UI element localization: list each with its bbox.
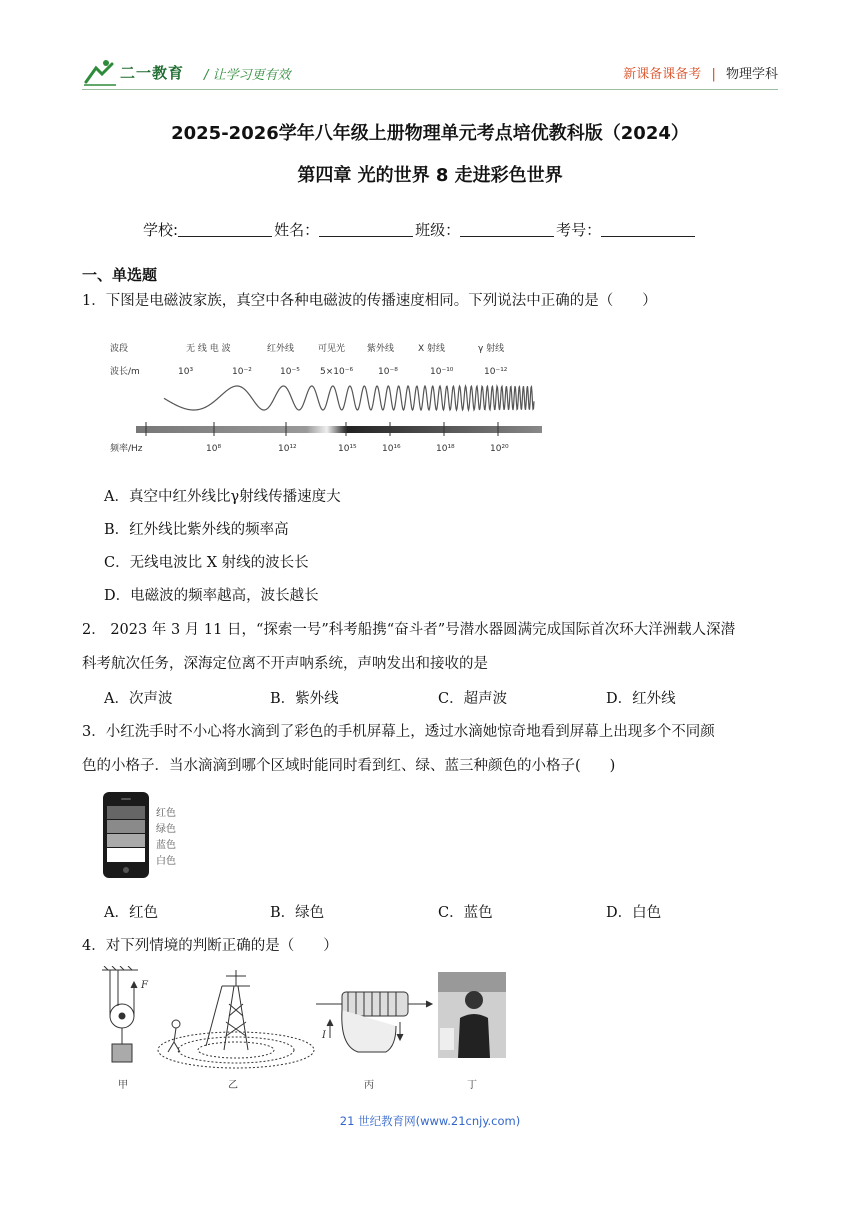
wavelength-tick: 10⁻⁸ — [378, 367, 398, 377]
name-field[interactable] — [319, 221, 413, 237]
coil-hand-diagram — [316, 992, 432, 1052]
force-label: F — [141, 980, 148, 991]
em-wave-curve — [164, 386, 534, 410]
number-field[interactable] — [601, 221, 695, 237]
photo-person — [438, 972, 506, 1058]
page-header — [82, 56, 778, 90]
frequency-tick: 10⁸ — [206, 444, 222, 454]
school-field[interactable] — [178, 221, 272, 237]
q2-option-a[interactable]: A．次声波 — [104, 691, 173, 707]
question-3-line-2: 色的小格子．当水滴滴到哪个区域时能同时看到红、绿、蓝三种颜色的小格子( ) — [82, 758, 616, 774]
q1-option-b[interactable]: B．红外线比紫外线的频率高 — [104, 522, 289, 538]
header-divider — [82, 89, 778, 90]
label-ding: 丁 — [467, 1080, 477, 1091]
header-subject: 物理学科 — [725, 67, 778, 82]
q3-option-d[interactable]: D．白色 — [606, 905, 662, 921]
frequency-tick: 10¹⁶ — [382, 444, 401, 454]
name-label: 姓名： — [274, 221, 320, 239]
section-title: 一、单选题 — [82, 266, 158, 284]
logo-text: 二一教育 — [120, 64, 185, 82]
header-separator: | — [711, 67, 716, 82]
page-footer: 21 世纪教育网(www.21cnjy.com) — [339, 1114, 521, 1128]
question-4-text: 4．对下列情境的判断正确的是（ ） — [82, 938, 338, 954]
label-yi: 乙 — [228, 1080, 238, 1091]
q2-option-c[interactable]: C．超声波 — [438, 691, 508, 707]
q3-option-a[interactable]: A．红色 — [104, 905, 158, 921]
band-visible: 可见光 — [318, 344, 346, 354]
header-right — [623, 63, 778, 82]
number-label: 考号： — [556, 221, 602, 239]
frequency-label: 频率/Hz — [110, 444, 143, 454]
class-field[interactable] — [460, 221, 554, 237]
frequency-tick: 10¹⁸ — [436, 444, 455, 454]
page-title: 2025-2026学年八年级上册物理单元考点培优教科版（2024） — [171, 123, 689, 144]
q2-option-b[interactable]: B．紫外线 — [270, 691, 339, 707]
situations-figure — [96, 966, 516, 1094]
class-label: 班级： — [415, 221, 461, 239]
power-tower-diagram — [158, 970, 314, 1068]
band-infrared: 红外线 — [267, 344, 295, 354]
phone-label-green: 绿色 — [156, 824, 176, 835]
question-2-line-2: 科考航次任务，深海定位离不开声呐系统，声呐发出和接收的是 — [82, 656, 488, 672]
band-xray: X 射线 — [418, 344, 446, 354]
q3-option-b[interactable]: B．绿色 — [270, 905, 325, 921]
phone-label-blue: 蓝色 — [156, 840, 176, 851]
student-info-line — [143, 219, 697, 240]
school-label: 学校: — [143, 221, 179, 239]
frequency-tick: 10¹² — [278, 444, 297, 454]
wavelength-tick: 10³ — [178, 367, 194, 377]
wavelength-tick: 10⁻¹⁰ — [430, 367, 454, 377]
wavelength-tick: 10⁻¹² — [484, 367, 508, 377]
page-subtitle: 第四章 光的世界 8 走进彩色世界 — [297, 165, 563, 186]
q1-option-c[interactable]: C．无线电波比 X 射线的波长长 — [104, 555, 309, 571]
question-2-line-1: 2． 2023 年 3 月 11 日，“探索一号”科考船携“奋斗者”号潜水器圆满完成国际首次环大洋洲载人深潜 — [82, 622, 736, 638]
q3-option-c[interactable]: C．蓝色 — [438, 905, 493, 921]
band-gamma: γ 射线 — [478, 344, 505, 354]
frequency-tick: 10¹⁵ — [338, 444, 357, 454]
question-3-line-1: 3．小红洗手时不小心将水滴到了彩色的手机屏幕上，透过水滴她惊奇地看到屏幕上出现多个不同颜 — [82, 724, 715, 740]
q1-option-a[interactable]: A．真空中红外线比γ射线传播速度大 — [104, 489, 341, 505]
wavelength-tick: 10⁻² — [232, 367, 252, 377]
spectrum-bar — [136, 426, 542, 433]
band-label: 波段 — [110, 344, 129, 354]
band-ultraviolet: 紫外线 — [367, 344, 395, 354]
wavelength-label: 波长/m — [110, 367, 140, 377]
phone-screen-figure — [102, 790, 192, 880]
label-bing: 丙 — [364, 1080, 374, 1091]
em-spectrum-figure — [106, 336, 546, 460]
phone-label-red: 红色 — [156, 808, 176, 819]
phone-label-white: 白色 — [156, 856, 176, 867]
header-course-label: 新课备课备考 — [623, 67, 702, 82]
q1-option-d[interactable]: D．电磁波的频率越高，波长越长 — [104, 588, 319, 604]
question-1-text: 1．下图是电磁波家族，真空中各种电磁波的传播速度相同。下列说法中正确的是（ ） — [82, 293, 657, 309]
frequency-tick: 10²⁰ — [490, 444, 509, 454]
current-label: I — [322, 1030, 326, 1041]
pulley-diagram — [102, 966, 138, 1062]
wavelength-tick: 10⁻⁵ — [280, 367, 300, 377]
label-jia: 甲 — [118, 1080, 128, 1091]
slogan: / 让学习更有效 — [204, 68, 291, 83]
wavelength-tick: 5×10⁻⁶ — [320, 367, 354, 377]
band-radio: 无 线 电 波 — [186, 344, 231, 354]
q2-option-d[interactable]: D．红外线 — [606, 691, 676, 707]
